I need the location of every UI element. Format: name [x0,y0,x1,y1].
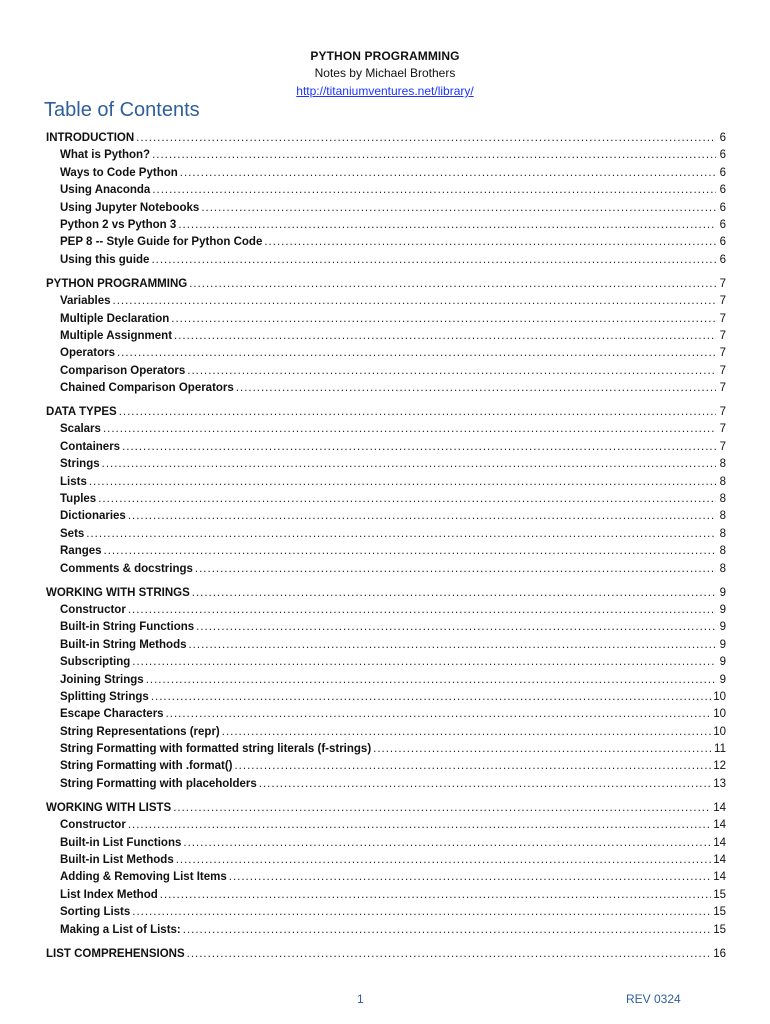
library-link[interactable]: http://titaniumventures.net/library/ [296,84,474,98]
toc-entry-label: Built-in List Methods [60,854,174,866]
toc-section-entry-page: 9 [719,586,726,599]
toc-entry[interactable] [46,295,726,312]
toc-entry-page: 9 [719,656,726,669]
toc-entry[interactable] [46,639,726,656]
dot-leader [152,184,716,196]
toc-entry-page: 7 [719,364,726,377]
dot-leader [176,854,711,866]
toc-entry-label: Operators [60,347,115,360]
toc-entry[interactable] [46,167,726,184]
dot-leader [146,674,716,686]
toc-entry-label: Built-in String Functions [60,621,195,634]
dot-leader [166,708,712,720]
toc-entry[interactable] [46,760,726,777]
dot-leader [188,639,716,651]
toc-entry-page: 6 [719,218,726,231]
dot-leader [136,132,716,144]
toc-entry-page: 7 [719,440,726,453]
toc-entry-page: 6 [719,201,726,214]
toc-entry[interactable] [46,202,726,219]
toc-section-entry[interactable] [46,948,726,965]
dot-leader [171,313,716,325]
toc-entry-page: 14 [713,836,726,849]
toc-entry-page: 15 [713,888,726,901]
toc-entry-label: List Index Method [60,888,158,901]
toc-entry[interactable] [46,313,726,330]
toc-entry[interactable] [46,510,726,527]
toc-entry-page: 10 [713,690,726,703]
toc-entry-page: 8 [719,527,726,540]
toc-entry[interactable] [46,674,726,691]
toc-entry[interactable] [46,743,726,760]
dot-leader [113,295,716,307]
toc-entry-label: Using this guide [60,253,150,266]
dot-leader [160,889,711,901]
toc-entry-label: Using Anaconda [60,184,151,197]
toc-entry-page: 15 [713,923,726,936]
toc-entry-label: PEP 8 -- Style Guide for Python Code [60,236,263,249]
toc-entry-page: 6 [719,184,726,197]
dot-leader [222,726,711,738]
toc-entry[interactable] [46,708,726,725]
toc-section-entry[interactable] [46,587,726,604]
toc-entry[interactable] [46,837,726,854]
footer-page-number: 1 [357,992,364,1006]
toc-entry-label: Scalars [60,423,101,436]
toc-section-entry-label: PYTHON PROGRAMMING [46,277,188,290]
toc-entry-label: Variables [60,295,111,308]
dot-leader [128,604,716,616]
toc-entry[interactable] [46,493,726,510]
toc-entry[interactable] [46,604,726,621]
toc-section [46,406,726,580]
toc-section-entry[interactable] [46,406,726,423]
toc-entry-page: 6 [719,253,726,266]
toc-section-entry-label: DATA TYPES [46,406,117,419]
toc-entry-page: 9 [719,638,726,651]
toc-entry[interactable] [46,382,726,399]
toc-entry-label: Ways to Code Python [60,166,178,179]
dot-leader [119,406,716,418]
toc-entry[interactable] [46,423,726,440]
toc-entry-label: Constructor [60,603,126,616]
toc-entry[interactable] [46,906,726,923]
toc-entry-page: 14 [713,854,726,866]
dot-leader [128,510,716,522]
toc-entry-label: Subscripting [60,656,131,669]
toc-entry-label: Adding & Removing List Items [60,871,227,884]
toc-entry-label: Escape Characters [60,708,164,721]
dot-leader [128,819,711,831]
dot-leader [187,365,716,377]
dot-leader [104,545,716,557]
dot-leader [192,587,716,599]
dot-leader [264,236,716,248]
toc-entry-label: Tuples [60,493,97,505]
toc-section-entry[interactable] [46,278,726,295]
toc-section-entry-page: 14 [713,801,726,814]
toc-entry-page: 8 [719,562,726,575]
dot-leader [89,476,716,488]
toc-entry-page: 9 [719,621,726,634]
toc-entry[interactable] [46,365,726,382]
toc-entry-label: Sets [60,527,85,540]
toc-section-entry[interactable] [46,132,726,149]
toc-entry-page: 14 [713,871,726,884]
toc-entry-label: Comparison Operators [60,364,186,377]
toc-section-entry-page: 7 [719,406,726,419]
toc-entry-label: Ranges [60,545,102,558]
toc-entry-page: 8 [719,458,726,471]
dot-leader [117,347,716,359]
toc-entry-label: Multiple Declaration [60,312,170,325]
toc-entry[interactable] [46,528,726,545]
dot-leader [259,778,711,790]
toc-entry[interactable] [46,563,726,580]
dot-leader [151,691,711,703]
toc-entry-page: 8 [719,475,726,488]
toc-entry[interactable] [46,656,726,673]
toc-entry[interactable] [46,871,726,888]
toc-entry-label: String Formatting with .format() [60,760,233,773]
dot-leader [187,948,712,960]
toc-entry-page: 15 [713,906,726,919]
toc-entry-label: Joining Strings [60,673,144,686]
document-title: PYTHON PROGRAMMING [310,49,460,63]
toc-entry-page: 10 [713,725,726,738]
toc-entry-page: 10 [713,708,726,721]
dot-leader [229,871,711,883]
toc-entry[interactable] [46,545,726,562]
toc-section-entry-label: WORKING WITH LISTS [46,801,172,814]
toc-entry[interactable] [46,330,726,347]
dot-leader [174,330,716,342]
toc-entry-label: Splitting Strings [60,690,149,703]
footer-revision: REV 0324 [626,992,681,1006]
dot-leader [373,743,712,755]
toc-entry-page: 7 [719,382,726,395]
dot-leader [151,254,716,266]
toc-entry[interactable] [46,621,726,638]
toc-entry-label: Chained Comparison Operators [60,382,234,395]
dot-leader [189,278,716,290]
toc-entry-page: 9 [719,673,726,686]
toc-entry-page: 13 [713,777,726,790]
toc-entry-label: Lists [60,475,87,488]
dot-leader [102,458,716,470]
toc-entry[interactable] [46,691,726,708]
toc-entry[interactable] [46,854,726,871]
dot-leader [180,167,716,179]
dot-leader [103,423,716,435]
toc-section-entry-label: WORKING WITH STRINGS [46,586,190,599]
toc-section-entry-label: LIST COMPREHENSIONS [46,947,185,960]
toc-section-entry[interactable] [46,802,726,819]
toc-entry[interactable] [46,889,726,906]
dot-leader [173,802,711,814]
document-author: Notes by Michael Brothers [314,66,456,80]
dot-leader [201,202,716,214]
toc-entry-page: 7 [719,329,726,342]
toc-section [46,802,726,941]
toc-entry-label: Strings [60,458,100,471]
toc-entry-label: Sorting Lists [60,906,131,919]
toc-entry[interactable] [46,819,726,836]
toc-entry-label: Making a List of Lists: [60,923,181,936]
toc-entry[interactable] [46,458,726,475]
toc-entry-page: 8 [719,510,726,523]
toc-entry[interactable] [46,441,726,458]
toc-section [46,948,726,965]
toc-entry-label: Comments & docstrings [60,562,193,575]
toc-entry-label: Constructor [60,819,126,832]
toc-entry-page: 8 [719,493,726,505]
toc-entry-label: Dictionaries [60,510,126,523]
toc-entry-label: Multiple Assignment [60,329,173,342]
toc-entry-page: 6 [719,166,726,179]
toc-entry-label: Built-in String Methods [60,638,187,651]
toc-entry-page: 7 [719,423,726,436]
toc-section-entry-label: INTRODUCTION [46,132,135,144]
dot-leader [236,382,716,394]
toc-entry-label: Using Jupyter Notebooks [60,201,200,214]
dot-leader [98,493,716,505]
toc-section-entry-page: 6 [719,132,726,144]
toc-entry-page: 14 [713,819,726,832]
toc-section-entry-page: 16 [713,947,726,960]
toc-section [46,132,726,271]
toc-entry-label: Python 2 vs Python 3 [60,218,177,231]
toc-entry[interactable] [46,924,726,941]
toc-entry-label: String Formatting with placeholders [60,777,257,790]
toc-entry-page: 8 [719,545,726,558]
dot-leader [152,149,716,161]
table-of-contents [46,132,726,972]
dot-leader [86,528,716,540]
toc-entry[interactable] [46,726,726,743]
toc-entry[interactable] [46,184,726,201]
toc-entry[interactable] [46,778,726,795]
toc-section-entry-page: 7 [719,277,726,290]
toc-entry-page: 7 [719,312,726,325]
toc-entry-label: String Representations (repr) [60,725,220,738]
toc-entry[interactable] [46,476,726,493]
toc-entry[interactable] [46,254,726,271]
toc-entry-page: 9 [719,603,726,616]
toc-entry-label: String Formatting with formatted string literals (f-strings) [60,743,372,756]
dot-leader [132,656,716,668]
toc-entry-page: 12 [713,760,726,773]
toc-heading: Table of Contents [44,99,200,121]
toc-entry-page: 11 [714,743,726,756]
toc-entry-page: 7 [719,295,726,308]
dot-leader [178,219,716,231]
dot-leader [183,837,711,849]
dot-leader [122,441,716,453]
toc-entry[interactable] [46,236,726,253]
dot-leader [183,924,711,936]
toc-entry[interactable] [46,347,726,364]
dot-leader [196,621,716,633]
dot-leader [132,906,711,918]
dot-leader [195,563,716,575]
toc-entry[interactable] [46,149,726,166]
toc-entry-label: Built-in List Functions [60,836,182,849]
toc-section [46,587,726,796]
toc-entry-label: What is Python? [60,149,151,162]
document-header [0,48,770,100]
toc-entry-page: 6 [719,236,726,249]
toc-entry-page: 6 [719,149,726,162]
dot-leader [234,760,711,772]
toc-entry-label: Containers [60,440,121,453]
toc-entry[interactable] [46,219,726,236]
toc-entry-page: 7 [719,347,726,360]
toc-section [46,278,726,400]
